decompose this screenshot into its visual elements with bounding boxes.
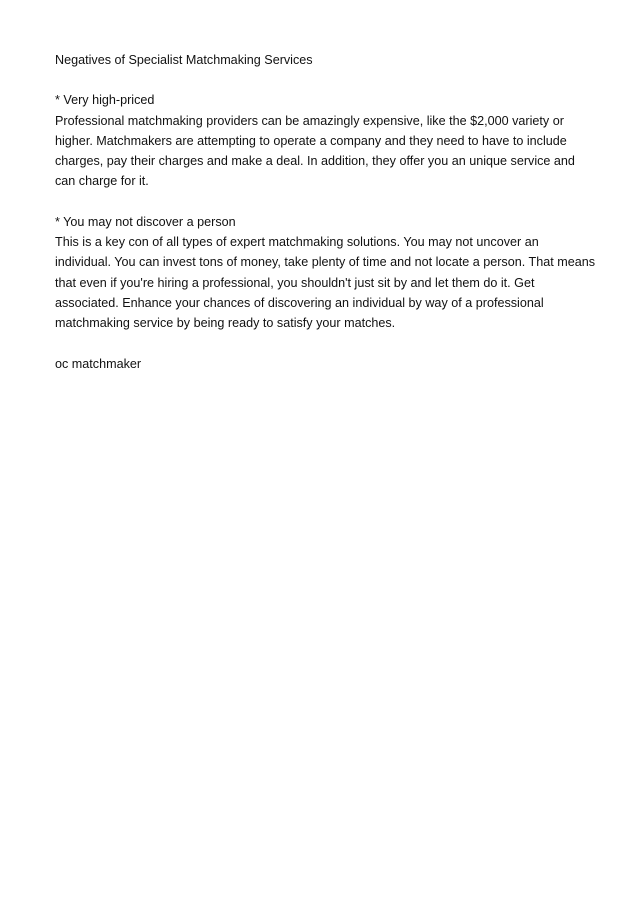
section-heading: * Very high-priced	[55, 93, 155, 108]
section-heading: * You may not discover a person	[55, 214, 236, 229]
section-very-high-priced	[55, 90, 595, 191]
document-content	[55, 50, 595, 374]
section-may-not-discover	[55, 212, 595, 334]
footer-keyword: oc matchmaker	[55, 356, 142, 371]
section-body: This is a key con of all types of expert matchmaking solutions. You may not uncover an individual. You can invest tons of money, take plenty of time and not locate a person. That means that even if you're hiring a professional, you shouldn't just sit by and let them do it. Get associated. Enhance your chances of discovering an individual by way of a professional matchmaking service by being ready to satisfy your matches.	[55, 235, 595, 331]
section-body: Professional matchmaking providers can be amazingly expensive, like the $2,000 variety or higher. Matchmakers are attempting to operate a company and they need to have to include charges, pay their charges and make a deal. In addition, they offer you an unique service and can charge for it.	[55, 113, 575, 189]
document-title: Negatives of Specialist Matchmaking Services	[55, 53, 313, 67]
